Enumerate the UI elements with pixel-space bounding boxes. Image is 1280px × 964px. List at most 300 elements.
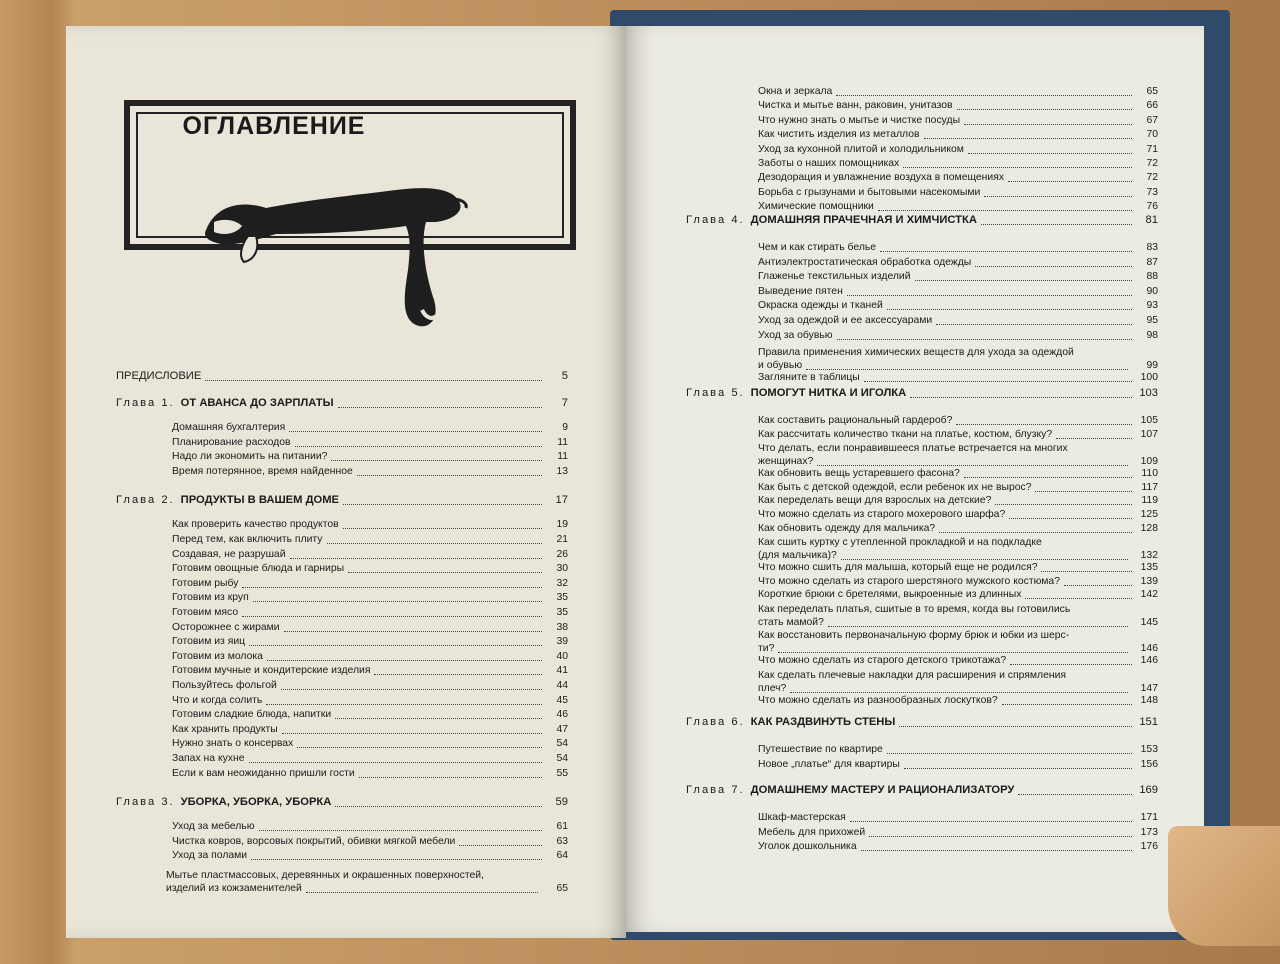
- toc-entry: [758, 187, 1158, 199]
- toc-entry: [758, 523, 1158, 535]
- dot-leader: [981, 224, 1132, 225]
- entry-title: Время потерянное, время найденное: [172, 465, 353, 477]
- dot-leader: [957, 109, 1132, 110]
- dot-leader: [1008, 181, 1132, 182]
- toc-entry-multiline: [758, 669, 1158, 695]
- entry-title-line2: [758, 642, 1158, 655]
- dot-leader: [887, 309, 1132, 310]
- entry-title: Осторожнее с жирами: [172, 621, 280, 633]
- page-number: 55: [556, 767, 568, 779]
- page-number: 119: [1141, 495, 1158, 507]
- page-number: 146: [1140, 643, 1158, 654]
- page-number: 148: [1140, 694, 1158, 706]
- dot-leader: [267, 660, 542, 661]
- page-number: 71: [1146, 143, 1158, 155]
- page-number: 147: [1140, 682, 1158, 694]
- dot-leader: [297, 747, 542, 748]
- dot-leader: [295, 446, 542, 447]
- toc-entry: [172, 563, 568, 575]
- page-number: 35: [556, 592, 568, 604]
- page-number: 30: [556, 563, 568, 575]
- page-number: 87: [1146, 256, 1158, 268]
- entry-title: Дезодорация и увлажнение воздуха в помещениях: [758, 172, 1005, 184]
- dot-leader: [343, 528, 542, 529]
- page-number: 76: [1146, 201, 1158, 213]
- toc-entry: [758, 759, 1158, 771]
- entry-title: Короткие брюки с бретелями, выкроенные из длинных: [758, 589, 1022, 601]
- entry-title-line2-text: изделий из кожзаменителей: [166, 883, 302, 894]
- dot-leader: [289, 431, 542, 432]
- chapter-heading: [116, 494, 568, 507]
- toc-entry: [758, 655, 1158, 667]
- entry-title: Уход за мебелью: [172, 821, 255, 833]
- entry-title: Выведение пятен: [758, 285, 843, 297]
- chapter-label: Глава 5.: [686, 387, 745, 399]
- wooden-block: [1168, 826, 1280, 946]
- entry-title: Как рассчитать количество ткани на платье, костюм, блузку?: [758, 428, 1053, 440]
- toc-entry: [172, 836, 568, 848]
- page-number: 67: [1146, 114, 1158, 126]
- entry-title-line2: [758, 359, 1158, 372]
- page-number: 65: [556, 883, 568, 894]
- entry-title: Готовим овощные блюда и гарниры: [172, 563, 345, 575]
- page-number: 64: [556, 850, 568, 862]
- dot-leader: [459, 845, 542, 846]
- entry-title: Что можно сшить для малыша, который еще не родился?: [758, 562, 1038, 574]
- page-number: 63: [556, 835, 568, 847]
- page-number: 38: [556, 621, 568, 633]
- toc-entry: [758, 257, 1158, 269]
- entry-title: Что нужно знать о мытье и чистке посуды: [758, 114, 961, 126]
- entry-title: Борьба с грызунами и бытовыми насекомыми: [758, 186, 981, 198]
- entry-title: Заботы о наших помощниках: [758, 158, 900, 169]
- page-number: 11: [557, 436, 568, 448]
- entry-title: Готовим мясо: [172, 607, 239, 618]
- entry-title: Как хранить продукты: [172, 723, 278, 735]
- entry-title: Домашняя бухгалтерия: [172, 422, 286, 433]
- chapter-title: УБОРКА, УБОРКА, УБОРКА: [180, 796, 332, 809]
- dot-leader: [869, 836, 1132, 837]
- dot-leader: [1035, 491, 1132, 492]
- page-number: 128: [1140, 522, 1158, 534]
- dot-leader: [374, 674, 542, 675]
- page-number: 44: [556, 680, 568, 691]
- toc-entry: [172, 651, 568, 663]
- entry-title: Готовим из яиц: [172, 636, 246, 648]
- toc-entry: [758, 812, 1158, 824]
- entry-title: Планирование расходов: [172, 436, 291, 448]
- page-number: 66: [1146, 100, 1158, 112]
- entry-title-line2-text: (для мальчика)?: [758, 550, 837, 562]
- toc-entry: [758, 509, 1158, 521]
- dot-leader: [348, 572, 542, 573]
- page-number: 100: [1140, 372, 1158, 384]
- entry-title-line1: Как сшить куртку с утепленной прокладкой и на подкладке: [758, 537, 1042, 549]
- entry-title: Что можно сделать из старого детского трикотажа?: [758, 655, 1007, 666]
- dot-leader: [968, 153, 1132, 154]
- toc-entry-multiline: [166, 869, 568, 895]
- page-number: 99: [1146, 360, 1158, 372]
- dot-leader: [817, 465, 1128, 466]
- toc-entry-multiline: [758, 629, 1158, 655]
- page-number: 125: [1140, 509, 1158, 520]
- entry-title: Как обновить одежду для мальчика?: [758, 522, 936, 534]
- toc-entry: [758, 115, 1158, 127]
- dot-leader: [306, 892, 538, 893]
- dot-leader: [1002, 704, 1132, 705]
- dot-leader: [266, 704, 542, 705]
- dot-leader: [253, 601, 542, 602]
- page-number: 41: [556, 665, 568, 677]
- page-title: ОГЛАВЛЕНИЕ: [182, 112, 366, 140]
- page-number: 19: [556, 519, 568, 531]
- dot-leader: [899, 726, 1132, 727]
- dot-leader: [249, 645, 542, 646]
- dot-leader: [939, 532, 1132, 533]
- page-number: 105: [1140, 415, 1158, 426]
- dot-leader: [1025, 598, 1132, 599]
- toc-entry: [172, 709, 568, 721]
- chapter-title: ПРОДУКТЫ В ВАШЕМ ДОМЕ: [180, 494, 340, 507]
- entry-title: Что можно сделать из старого шерстяного мужского костюма?: [758, 575, 1060, 587]
- page-number: 7: [561, 397, 568, 409]
- page-number: 156: [1140, 758, 1158, 770]
- entry-title: Как проверить качество продуктов: [172, 519, 339, 531]
- toc-entry: [172, 578, 568, 590]
- page-number: 139: [1140, 575, 1158, 587]
- entry-title: Уголок дошкольника: [758, 841, 857, 853]
- dot-leader: [904, 768, 1132, 769]
- entry-title: Уход за обувью: [758, 329, 833, 341]
- toc-entry: [758, 415, 1158, 427]
- page-number: 151: [1139, 716, 1158, 728]
- page-number: 9: [562, 422, 568, 433]
- page-number: 5: [561, 370, 568, 382]
- page-number: 171: [1140, 812, 1158, 823]
- toc-entry: [758, 429, 1158, 441]
- toc-entry: [758, 86, 1158, 98]
- entry-title: Надо ли экономить на питании?: [172, 451, 328, 463]
- toc-entry: [172, 549, 568, 561]
- dot-leader: [338, 407, 542, 408]
- toc-entry: [758, 242, 1158, 254]
- toc-entry: [172, 534, 568, 546]
- preface-heading: [116, 370, 568, 383]
- toc-entry: [172, 680, 568, 692]
- toc-entry: [758, 286, 1158, 298]
- page-number: 65: [1146, 86, 1158, 97]
- dot-leader: [359, 777, 542, 778]
- dot-leader: [281, 689, 542, 690]
- entry-title: Создавая, не разрушай: [172, 548, 286, 560]
- entry-title: Готовим из круп: [172, 592, 249, 604]
- entry-title: Готовим из молока: [172, 650, 263, 662]
- toc-entry: [172, 607, 568, 619]
- page-number: 176: [1140, 841, 1158, 853]
- dot-leader: [847, 295, 1132, 296]
- dot-leader: [887, 753, 1132, 754]
- toc-entry: [758, 562, 1158, 574]
- entry-title: Как переделать вещи для взрослых на детские?: [758, 495, 992, 507]
- chapter-title: ПОМОГУТ НИТКА И ИГОЛКА: [750, 387, 907, 399]
- toc-entry: [758, 372, 1158, 384]
- page-number: 145: [1140, 617, 1158, 628]
- dot-leader: [331, 460, 542, 461]
- entry-title-line2: [758, 455, 1158, 468]
- entry-title: Как чистить изделия из металлов: [758, 129, 920, 141]
- chapter-heading: [686, 387, 1158, 400]
- chapter-label: Глава 3.: [116, 796, 175, 809]
- toc-entry: [172, 519, 568, 531]
- entry-title-line2: [758, 549, 1158, 562]
- page-number: 81: [1145, 214, 1158, 226]
- entry-title: Уход за полами: [172, 850, 248, 862]
- toc-entry: [172, 753, 568, 765]
- dot-leader: [1056, 438, 1132, 439]
- entry-title: Пользуйтесь фольгой: [172, 680, 277, 691]
- dot-leader: [251, 859, 542, 860]
- page-number: 83: [1146, 242, 1158, 253]
- toc-entry: [758, 330, 1158, 342]
- dot-leader: [343, 504, 542, 505]
- chapter-label: Глава 2.: [116, 494, 175, 507]
- page-number: 117: [1141, 481, 1158, 493]
- entry-title-line2: [758, 616, 1158, 629]
- toc-entry: [758, 744, 1158, 756]
- chapter-heading: [686, 214, 1158, 227]
- toc-entry: [172, 622, 568, 634]
- entry-title: Окраска одежды и тканей: [758, 300, 883, 312]
- chapter-label: Глава 7.: [686, 784, 745, 796]
- page-number: 169: [1139, 784, 1158, 796]
- chapter-heading: [116, 397, 568, 410]
- dot-leader: [924, 138, 1132, 139]
- dot-leader: [282, 733, 542, 734]
- entry-title-line2-text: и обувью: [758, 360, 803, 372]
- dot-leader: [964, 477, 1132, 478]
- dot-leader: [861, 850, 1132, 851]
- entry-title: Что можно сделать из старого мохерового шарфа?: [758, 509, 1006, 520]
- chapter-heading: [686, 716, 1158, 729]
- dot-leader: [984, 196, 1132, 197]
- page-number: 93: [1146, 300, 1158, 312]
- entry-title: Чем и как стирать белье: [758, 242, 877, 253]
- toc-entry: [172, 466, 568, 478]
- dot-leader: [357, 475, 542, 476]
- entry-title-line1: Мытье пластмассовых, деревянных и окрашенных поверхностей,: [166, 870, 484, 881]
- dot-leader: [1018, 794, 1132, 795]
- page-number: 32: [556, 577, 568, 589]
- entry-title: Перед тем, как включить плиту: [172, 534, 323, 545]
- page-number: 173: [1140, 826, 1158, 838]
- dot-leader: [1009, 518, 1132, 519]
- entry-title: Как быть с детской одеждой, если ребенок их не вырос?: [758, 481, 1032, 493]
- dot-leader: [836, 95, 1132, 96]
- entry-title: Химические помощники: [758, 201, 874, 213]
- dot-leader: [1010, 664, 1132, 665]
- entry-title: Как составить рациональный гардероб?: [758, 415, 953, 426]
- toc-entry: [758, 271, 1158, 283]
- entry-title-line2-text: женщинах?: [758, 456, 814, 468]
- entry-title: Как обновить вещь устаревшего фасона?: [758, 468, 960, 480]
- entry-title: Загляните в таблицы: [758, 372, 860, 384]
- toc-entry: [172, 724, 568, 736]
- entry-title-line1: Как восстановить первоначальную форму брюк и юбки из шерс-: [758, 630, 1070, 641]
- entry-title: Нужно знать о консервах: [172, 738, 294, 750]
- toc-entry: [172, 437, 568, 449]
- page-number: 132: [1140, 550, 1158, 562]
- toc-entry: [758, 695, 1158, 707]
- dot-leader: [864, 381, 1132, 382]
- toc-entry: [758, 827, 1158, 839]
- entry-title: Что и когда солить: [172, 694, 263, 706]
- dot-leader: [249, 762, 542, 763]
- toc-entry: [758, 315, 1158, 327]
- dot-leader: [205, 380, 542, 381]
- dot-leader: [1064, 585, 1132, 586]
- chapter-title: ДОМАШНЕМУ МАСТЕРУ И РАЦИОНАЛИЗАТОРУ: [750, 784, 1015, 796]
- page-number: 153: [1140, 744, 1158, 755]
- toc-entry: [172, 850, 568, 862]
- toc-entry: [172, 695, 568, 707]
- dot-leader: [242, 616, 542, 617]
- toc-entry: [758, 201, 1158, 213]
- page-number: 135: [1140, 562, 1158, 574]
- page-number: 59: [555, 796, 568, 809]
- toc-entry: [758, 841, 1158, 853]
- page-number: 72: [1146, 172, 1158, 184]
- dot-leader: [995, 504, 1132, 505]
- page-number: 73: [1146, 186, 1158, 198]
- dot-leader: [290, 558, 542, 559]
- preface-title: ПРЕДИСЛОВИЕ: [116, 370, 202, 382]
- toc-entry: [758, 468, 1158, 480]
- entry-title: Окна и зеркала: [758, 86, 833, 97]
- dot-leader: [806, 369, 1128, 370]
- dot-leader: [828, 626, 1128, 627]
- entry-title-line2-text: стать мамой?: [758, 617, 824, 628]
- page-number: 107: [1140, 428, 1158, 440]
- page-number: 109: [1140, 456, 1158, 468]
- toc-entry: [172, 592, 568, 604]
- toc-entry: [758, 158, 1158, 170]
- dot-leader: [956, 424, 1132, 425]
- page-number: 54: [556, 753, 568, 764]
- dot-leader: [259, 830, 543, 831]
- chapter-title: ОТ АВАНСА ДО ЗАРПЛАТЫ: [180, 397, 334, 409]
- page-number: 54: [556, 738, 568, 750]
- page-number: 39: [556, 636, 568, 648]
- toc-entry: [172, 738, 568, 750]
- entry-title: Запах на кухне: [172, 753, 245, 764]
- entry-title: Уход за одеждой и ее аксессуарами: [758, 315, 933, 326]
- toc-entry: [758, 300, 1158, 312]
- toc-entry-multiline: [758, 603, 1158, 629]
- entry-title: Что можно сделать из разнообразных лоскутков?: [758, 694, 998, 706]
- dot-leader: [837, 339, 1132, 340]
- dot-leader: [964, 124, 1132, 125]
- entry-title: Если к вам неожиданно пришли гости: [172, 767, 355, 779]
- dot-leader: [335, 806, 542, 807]
- entry-title: Уход за кухонной плитой и холодильником: [758, 143, 964, 155]
- toc-entry: [758, 576, 1158, 588]
- page-number: 46: [556, 709, 568, 721]
- dot-leader: [936, 324, 1132, 325]
- page-number: 45: [556, 694, 568, 706]
- toc-entry: [758, 172, 1158, 184]
- page-number: 98: [1146, 329, 1158, 341]
- toc-entry: [172, 821, 568, 833]
- dot-leader: [841, 559, 1128, 560]
- toc-entry: [758, 100, 1158, 112]
- entry-title-line1: Правила применения химических веществ для ухода за одеждой: [758, 347, 1074, 359]
- page-number: 17: [555, 494, 568, 507]
- dot-leader: [790, 692, 1128, 693]
- toc-entry: [172, 422, 568, 434]
- entry-title-line2-text: ти?: [758, 643, 775, 654]
- page-number: 11: [557, 451, 568, 463]
- page-number: 90: [1146, 285, 1158, 297]
- dot-leader: [1041, 571, 1132, 572]
- dot-leader: [910, 397, 1132, 398]
- page-number: 95: [1146, 315, 1158, 326]
- dot-leader: [903, 167, 1132, 168]
- entry-title: Чистка ковров, ворсовых покрытий, обивки мягкой мебели: [172, 835, 456, 847]
- page-number: 70: [1146, 129, 1158, 141]
- entry-title-line1: Что делать, если понравившееся платье встречается на многих: [758, 443, 1068, 455]
- entry-title-line2-text: плеч?: [758, 682, 787, 694]
- dot-leader: [242, 587, 542, 588]
- chapter-label: Глава 4.: [686, 214, 745, 226]
- dot-leader: [878, 210, 1132, 211]
- entry-title-line2: [166, 882, 568, 895]
- chapter-label: Глава 6.: [686, 716, 745, 728]
- entry-title: Глаженье текстильных изделий: [758, 271, 911, 283]
- entry-title-line2: [758, 682, 1158, 695]
- page-number: 47: [556, 723, 568, 735]
- chapter-heading: [116, 796, 568, 809]
- toc-entry-multiline: [758, 346, 1158, 372]
- chapter-heading: [686, 784, 1158, 797]
- toc-entry: [758, 129, 1158, 141]
- toc-entry: [172, 768, 568, 780]
- page-number: 88: [1146, 271, 1158, 283]
- chapter-title: ДОМАШНЯЯ ПРАЧЕЧНАЯ И ХИМЧИСТКА: [750, 214, 977, 226]
- page-number: 61: [556, 821, 568, 833]
- toc-entry: [758, 589, 1158, 601]
- dot-leader: [778, 652, 1128, 653]
- dot-leader: [850, 821, 1132, 822]
- page-number: 72: [1146, 158, 1158, 169]
- page-number: 26: [556, 548, 568, 560]
- chapter-title: КАК РАЗДВИНУТЬ СТЕНЫ: [750, 716, 896, 728]
- entry-title: Новое „платье“ для квартиры: [758, 758, 900, 770]
- page-number: 21: [556, 534, 568, 545]
- entry-title: Чистка и мытье ванн, раковин, унитазов: [758, 100, 953, 112]
- entry-title: Путешествие по квартире: [758, 744, 883, 755]
- toc-entry: [758, 495, 1158, 507]
- entry-title: Антиэлектростатическая обработка одежды: [758, 256, 972, 268]
- toc-entry: [758, 482, 1158, 494]
- page-number: 103: [1139, 387, 1158, 399]
- entry-title: Мебель для прихожей: [758, 826, 866, 838]
- page-number: 142: [1140, 589, 1158, 601]
- toc-entry: [172, 636, 568, 648]
- dot-leader: [915, 280, 1132, 281]
- page-number: 13: [556, 465, 568, 477]
- toc-entry-multiline: [758, 536, 1158, 562]
- entry-title: Готовим рыбу: [172, 577, 239, 589]
